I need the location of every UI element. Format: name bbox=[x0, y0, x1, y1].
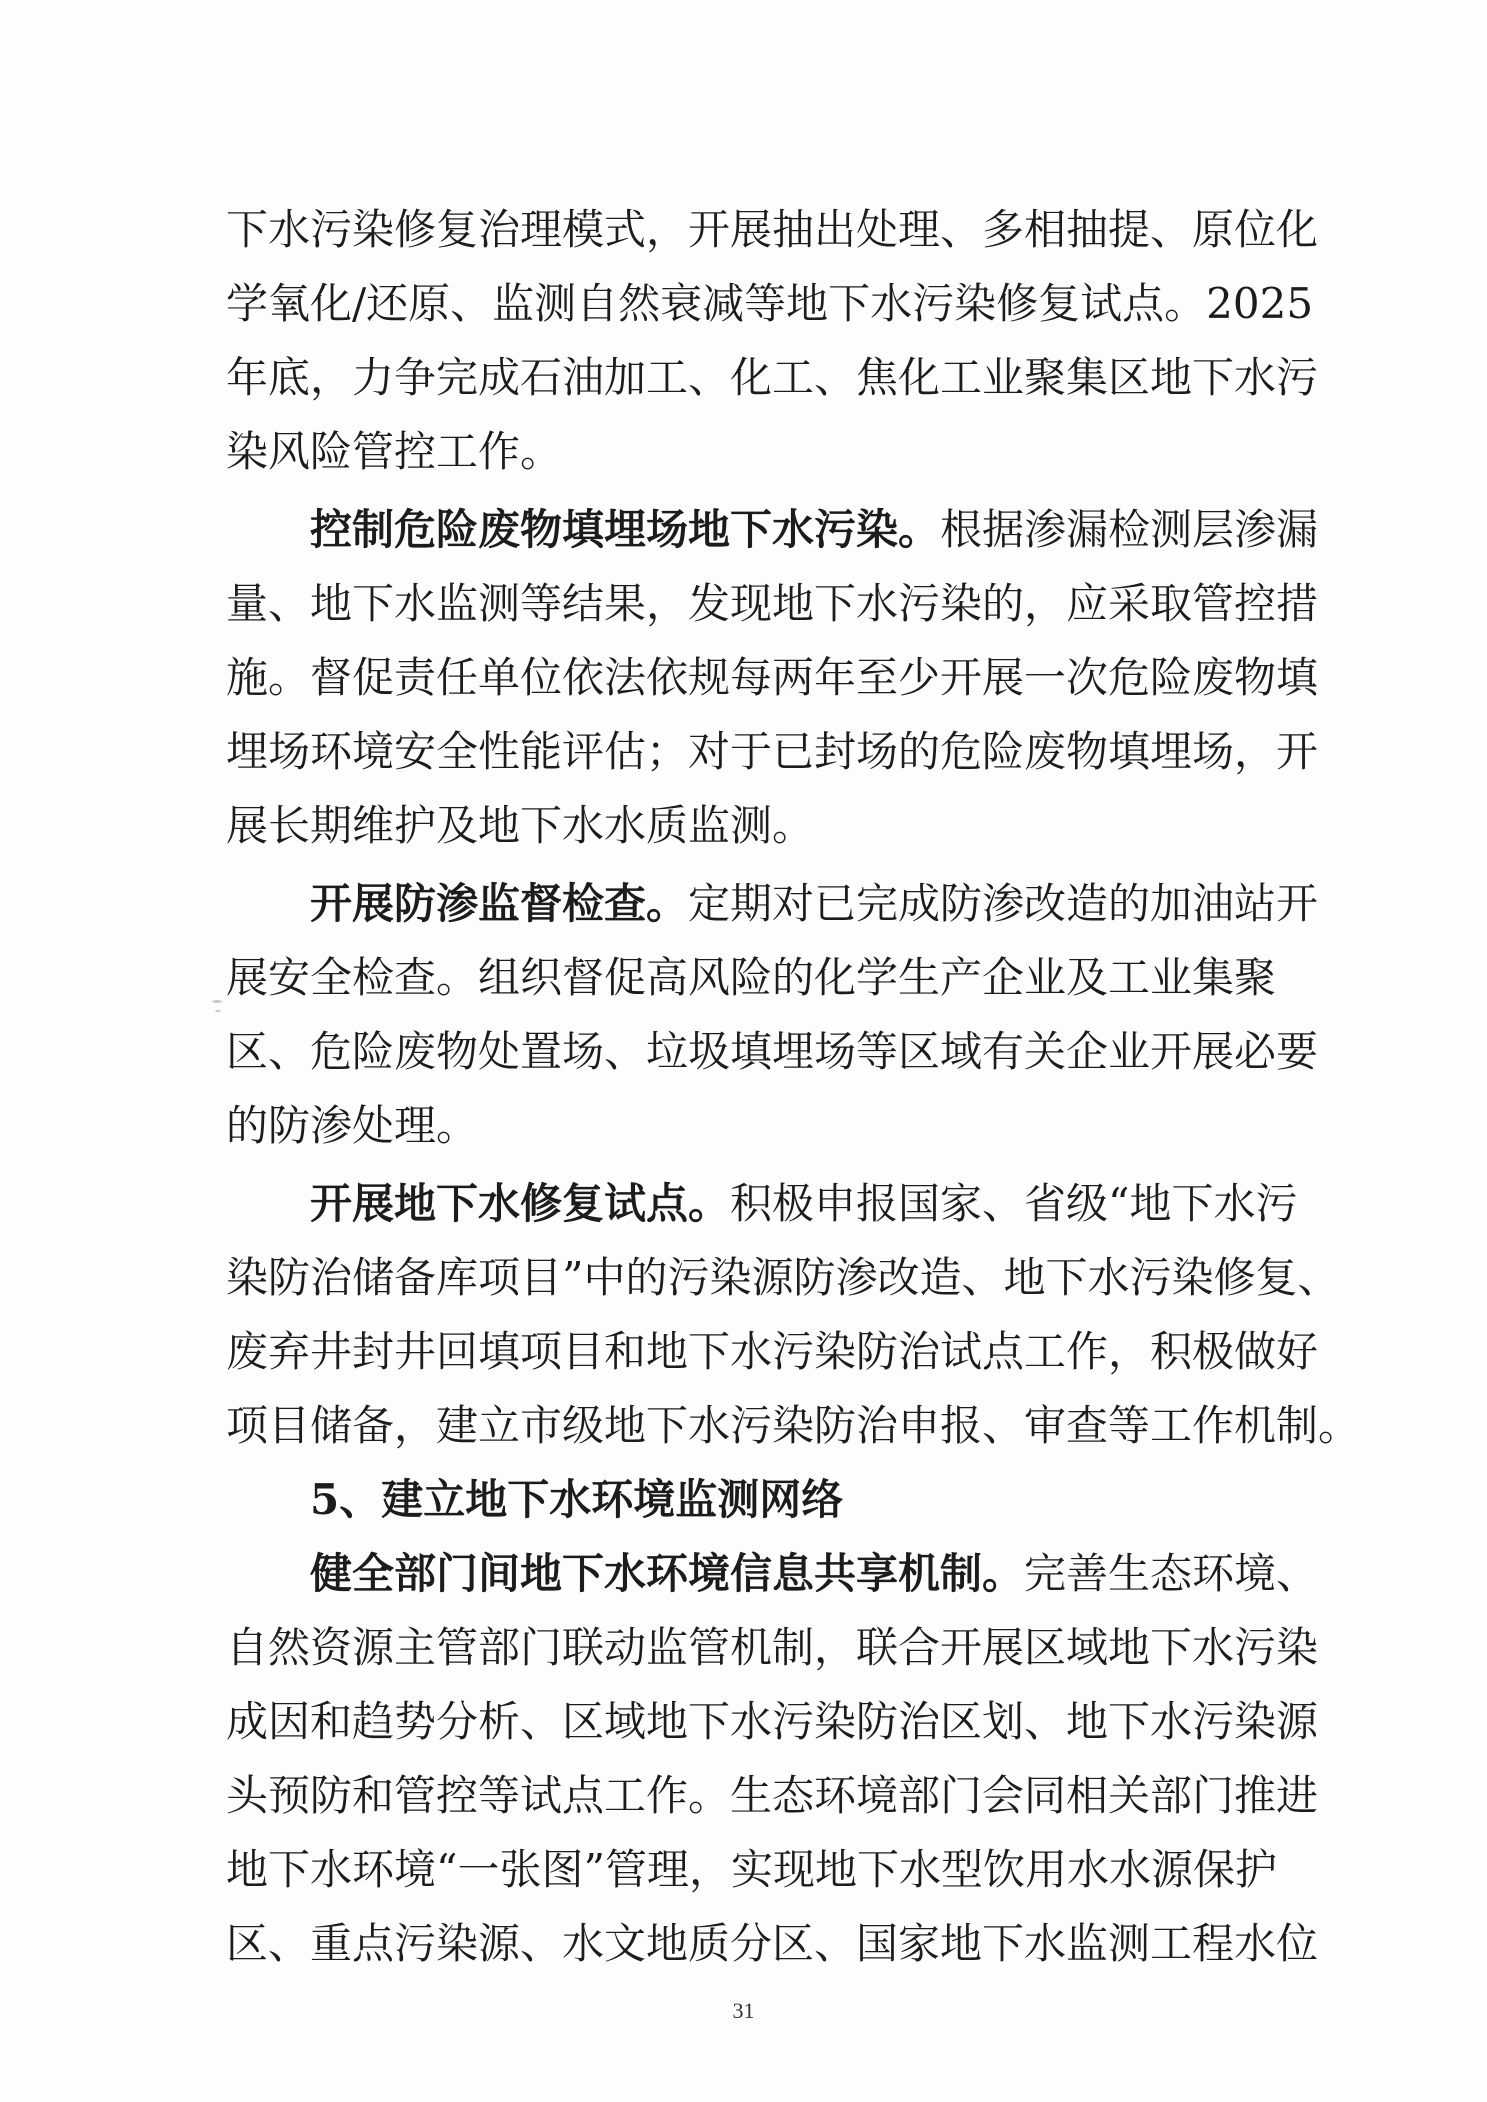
text-line: 自然资源主管部门联动监管机制，联合开展区域地下水污染 bbox=[226, 1623, 1319, 1672]
paragraph-lead: 健全部门间地下水环境信息共享机制。 bbox=[310, 1549, 1025, 1598]
paragraph-info-sharing bbox=[226, 1537, 1319, 1981]
paragraph-first-line-rest: 定期对已完成防渗改造的加油站开 bbox=[688, 879, 1319, 928]
text-line: 地下水环境“一张图”管理，实现地下水型饮用水水源保护 bbox=[226, 1845, 1277, 1894]
text-line: 项目储备，建立市级地下水污染防治申报、审查等工作机制。 bbox=[226, 1401, 1361, 1450]
text-line: 头预防和管控等试点工作。生态环境部门会同相关部门推进 bbox=[226, 1771, 1319, 1820]
text-line bbox=[226, 493, 1319, 567]
text-line: 量、地下水监测等结果，发现地下水污染的，应采取管控措 bbox=[226, 579, 1319, 628]
paragraph-lead: 开展地下水修复试点。 bbox=[310, 1179, 731, 1228]
body-text bbox=[226, 193, 1361, 1981]
text-line: 学氧化/还原、监测自然衰减等地下水污染修复试点。2025 bbox=[226, 279, 1314, 328]
scan-speck bbox=[215, 1010, 221, 1012]
text-line: 的防渗处理。 bbox=[226, 1101, 479, 1150]
text-line: 年底，力争完成石油加工、化工、焦化工业聚集区地下水污 bbox=[226, 353, 1319, 402]
text-line: 展安全检查。组织督促高风险的化学生产企业及工业集聚 bbox=[226, 953, 1277, 1002]
text-line: 区、重点污染源、水文地质分区、国家地下水监测工程水位 bbox=[226, 1919, 1319, 1968]
text-line: 区、危险废物处置场、垃圾填埋场等区域有关企业开展必要 bbox=[226, 1027, 1319, 1076]
scan-speck bbox=[212, 1000, 222, 1003]
text-line: 染防治储备库项目”中的污染源防渗改造、地下水污染修复、 bbox=[226, 1253, 1340, 1302]
page-number: 31 bbox=[732, 1998, 755, 2023]
paragraph-lead: 控制危险废物填埋场地下水污染。 bbox=[310, 505, 941, 554]
paragraph-first-line-rest: 积极申报国家、省级“地下水污 bbox=[730, 1179, 1298, 1228]
paragraph-remediation-pilot bbox=[226, 1167, 1361, 1463]
paragraph-first-line-rest: 根据渗漏检测层渗漏 bbox=[940, 505, 1319, 554]
paragraph-seepage-inspection bbox=[226, 867, 1319, 1163]
text-line: 施。督促责任单位依法依规每两年至少开展一次危险废物填 bbox=[226, 653, 1319, 702]
text-line: 埋场环境安全性能评估；对于已封场的危险废物填埋场，开 bbox=[226, 727, 1319, 776]
section-heading: 5、建立地下水环境监测网络 bbox=[310, 1475, 844, 1524]
text-line: 成因和趋势分析、区域地下水污染防治区划、地下水污染源 bbox=[226, 1697, 1319, 1746]
text-line: 染风险管控工作。 bbox=[226, 427, 563, 476]
text-line: 废弃井封井回填项目和地下水污染防治试点工作，积极做好 bbox=[226, 1327, 1319, 1376]
paragraph-hazardous-landfill bbox=[226, 493, 1319, 863]
text-line bbox=[226, 1167, 1298, 1241]
paragraph-remediation-mode bbox=[226, 193, 1319, 489]
paragraph-first-line-rest: 完善生态环境、 bbox=[1024, 1549, 1319, 1598]
text-line: 展长期维护及地下水水质监测。 bbox=[226, 801, 815, 850]
text-line bbox=[226, 1537, 1319, 1611]
text-line: 下水污染修复治理模式，开展抽出处理、多相抽提、原位化 bbox=[226, 205, 1319, 254]
text-line bbox=[226, 867, 1319, 941]
paragraph-lead: 开展防渗监督检查。 bbox=[310, 879, 689, 928]
